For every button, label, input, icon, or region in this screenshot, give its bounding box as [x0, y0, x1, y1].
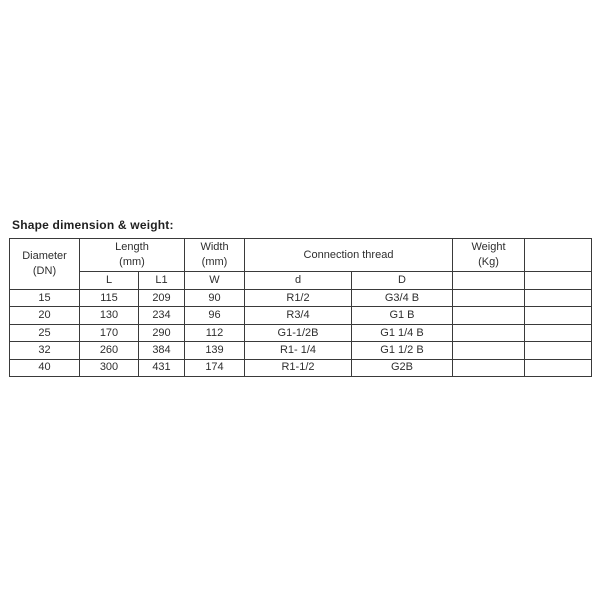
cell-l1: 384 [139, 342, 185, 359]
cell-D: G3/4 B [352, 290, 453, 307]
header-diameter-line1: Diameter [22, 250, 67, 263]
cell-w: 96 [185, 307, 245, 324]
table-row [10, 342, 592, 359]
cell-diameter: 20 [10, 307, 80, 324]
cell-extra [525, 290, 592, 307]
header-diameter [10, 239, 80, 290]
header-length [80, 239, 185, 272]
cell-l1: 234 [139, 307, 185, 324]
cell-d: R3/4 [245, 307, 352, 324]
cell-d: R1/2 [245, 290, 352, 307]
table-header-row-2 [10, 272, 592, 290]
dimension-weight-table [9, 238, 592, 377]
cell-weight [453, 307, 525, 324]
cell-l: 115 [80, 290, 139, 307]
subheader-w: W [185, 272, 245, 290]
header-diameter-line2: (DN) [32, 265, 57, 277]
header-width-line1: Width [200, 241, 229, 254]
table-row [10, 359, 592, 376]
subheader-l1: L1 [139, 272, 185, 290]
cell-D: G2B [352, 359, 453, 376]
cell-D: G1 1/2 B [352, 342, 453, 359]
cell-diameter: 25 [10, 324, 80, 341]
header-weight [453, 239, 525, 272]
table-row [10, 324, 592, 341]
cell-weight [453, 342, 525, 359]
cell-D: G1 1/4 B [352, 324, 453, 341]
header-length-line2: (mm) [119, 256, 145, 268]
cell-extra [525, 342, 592, 359]
cell-weight [453, 324, 525, 341]
subheader-d: d [245, 272, 352, 290]
cell-extra [525, 359, 592, 376]
cell-l1: 431 [139, 359, 185, 376]
table-header-row-1 [10, 239, 592, 272]
section-title: Shape dimension & weight: [12, 218, 174, 232]
cell-d: G1-1/2B [245, 324, 352, 341]
cell-w: 174 [185, 359, 245, 376]
cell-l1: 290 [139, 324, 185, 341]
cell-diameter: 40 [10, 359, 80, 376]
header-width [185, 239, 245, 272]
cell-l: 300 [80, 359, 139, 376]
cell-l: 130 [80, 307, 139, 324]
cell-d: R1-1/2 [245, 359, 352, 376]
header-weight-line1: Weight [471, 241, 506, 254]
cell-weight [453, 359, 525, 376]
header-length-line1: Length [115, 241, 149, 254]
cell-w: 112 [185, 324, 245, 341]
subheader-weight-empty [453, 272, 525, 290]
subheader-extra-empty [525, 272, 592, 290]
header-width-line2: (mm) [201, 256, 228, 268]
cell-w: 139 [185, 342, 245, 359]
cell-extra [525, 324, 592, 341]
cell-diameter: 32 [10, 342, 80, 359]
cell-extra [525, 307, 592, 324]
cell-diameter: 15 [10, 290, 80, 307]
cell-l: 260 [80, 342, 139, 359]
header-empty [525, 239, 592, 272]
cell-l1: 209 [139, 290, 185, 307]
subheader-D: D [352, 272, 453, 290]
cell-weight [453, 290, 525, 307]
cell-d: R1- 1/4 [245, 342, 352, 359]
cell-D: G1 B [352, 307, 453, 324]
table-row [10, 307, 592, 324]
header-connection-thread: Connection thread [245, 239, 453, 272]
table-row [10, 290, 592, 307]
subheader-l: L [80, 272, 139, 290]
header-weight-line2: (Kg) [478, 256, 499, 268]
cell-w: 90 [185, 290, 245, 307]
cell-l: 170 [80, 324, 139, 341]
